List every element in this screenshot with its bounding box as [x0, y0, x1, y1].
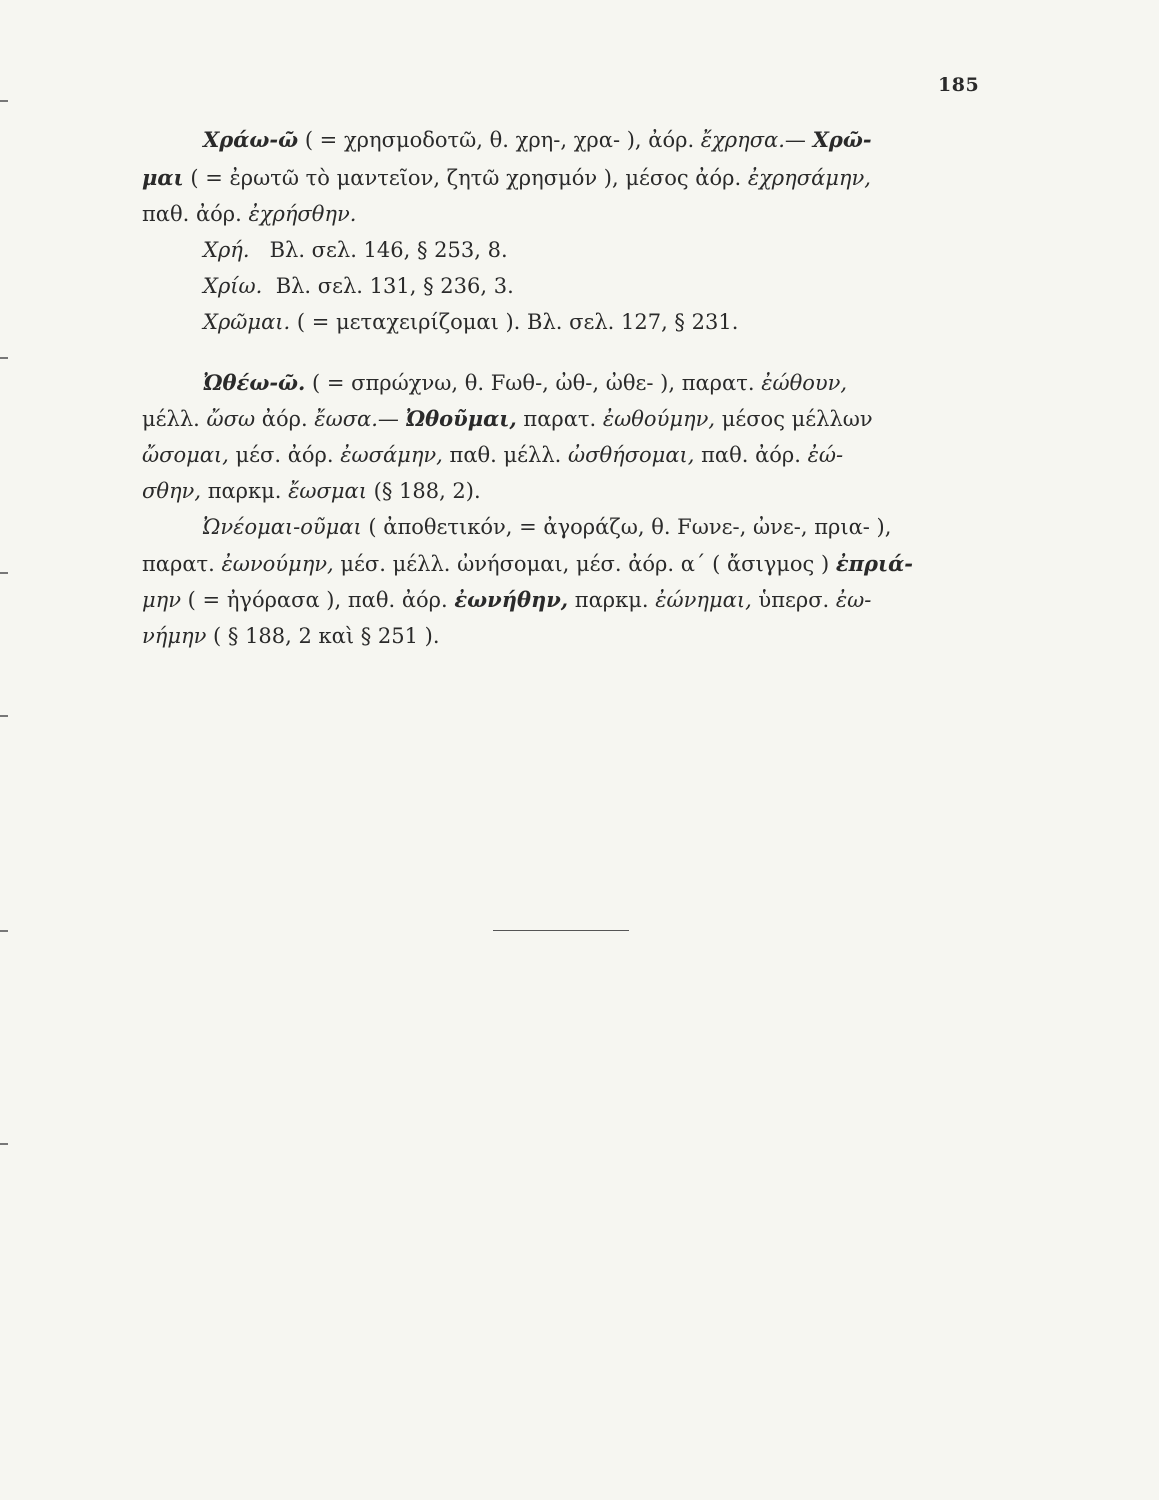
entry-text: μέλλ.: [142, 407, 207, 431]
binding-mark: [0, 930, 8, 932]
entry-text: παρκμ.: [201, 479, 289, 503]
entry-text: παρατ.: [142, 552, 222, 576]
entry-text: ( ἀποθετικόν, = ἀγοράζω, θ. Fωνε-, ὠνε-, πρια- ),: [361, 515, 892, 539]
binding-mark: [0, 357, 8, 359]
entry-text: παρατ.: [516, 407, 603, 431]
entry-text: παρκμ.: [568, 588, 656, 612]
entry-chrio: [203, 272, 514, 300]
form: ἐχρησάμην,: [747, 166, 871, 190]
entry-text: ὑπερσ.: [751, 588, 836, 612]
form: νήμην: [142, 624, 207, 648]
entry-text: Βλ. σελ. 131, § 236, 3.: [262, 274, 514, 298]
entry-otheo-line-2: [142, 405, 873, 433]
entry-oneomai-line-1: [203, 513, 891, 541]
entry-text: μέσ. μέλλ. ὠνήσομαι, μέσ. ἀόρ. α΄ ( ἄσιγμος ): [333, 552, 836, 576]
binding-mark: [0, 572, 8, 574]
entry-text: μέσος μέλλων: [715, 407, 873, 431]
entry-chrao-line-1: [203, 126, 872, 154]
entry-chromai: [203, 308, 738, 336]
entry-text: παθ. ἀόρ.: [694, 443, 808, 467]
form: σθην,: [142, 479, 202, 503]
lemma: Χράω-ῶ: [203, 127, 299, 152]
entry-oneomai-line-2: [142, 550, 913, 578]
entry-chrao-line-2: [142, 164, 871, 192]
entry-otheo-line-3: [142, 441, 843, 469]
form: ἐχρήσθην.: [248, 202, 357, 226]
entry-text: ( = ἠγόρασα ), παθ. ἀόρ.: [181, 588, 455, 612]
form: ἐωνήθην,: [454, 587, 569, 612]
entry-text: —: [377, 407, 406, 431]
form: ὤσομαι,: [142, 443, 229, 467]
binding-mark: [0, 715, 8, 717]
entry-text: ( = σπρώχνω, θ. Fωθ-, ὠθ-, ὠθε- ), παρατ.: [305, 371, 762, 395]
form: ἐω-: [835, 588, 872, 612]
lemma: Χρῶ-: [812, 127, 872, 152]
lemma: Χρή.: [203, 238, 250, 262]
form: ἔωσα.: [314, 407, 378, 431]
lemma: Ὠθέω-ῶ.: [203, 370, 306, 395]
entry-text: παθ. ἀόρ.: [142, 202, 249, 226]
entry-otheo-line-4: [142, 477, 481, 505]
entry-text: Βλ. σελ. 146, § 253, 8.: [249, 238, 508, 262]
entry-text: ( = μεταχειρίζομαι ). Βλ. σελ. 127, § 231.: [290, 310, 739, 334]
form: μην: [142, 588, 181, 612]
entry-text: —: [784, 128, 813, 152]
section-divider: [493, 930, 629, 931]
entry-chrao-line-3: [142, 200, 356, 228]
page-number: 185: [938, 74, 980, 96]
entry-text: ( = ἐρωτῶ τὸ μαντεῖον, ζητῶ χρησμόν ), μέσος ἀόρ.: [183, 166, 748, 190]
entry-oneomai-line-3: [142, 586, 871, 614]
form: ἐωνούμην,: [221, 552, 334, 576]
form: ἐπριά-: [835, 551, 913, 576]
binding-mark: [0, 100, 8, 102]
entry-text: παθ. μέλλ.: [442, 443, 569, 467]
lemma: Χρίω.: [203, 274, 263, 298]
form: ὠσθήσομαι,: [568, 443, 695, 467]
lemma: μαι: [142, 165, 184, 190]
form: ἐώ-: [807, 443, 844, 467]
form: ἔχρησα.: [700, 128, 785, 152]
form: ἐωθούμην,: [602, 407, 716, 431]
form: ὤσω: [206, 407, 256, 431]
form: ἐώθουν,: [761, 371, 848, 395]
lemma: Ὠθοῦμαι,: [405, 406, 517, 431]
entry-text: ἀόρ.: [255, 407, 315, 431]
lemma: Χρῶμαι.: [203, 310, 291, 334]
form: ἐώνημαι,: [655, 588, 752, 612]
binding-mark: [0, 1143, 8, 1145]
entry-text: (§ 188, 2).: [366, 479, 481, 503]
form: ἐωσάμην,: [340, 443, 443, 467]
lemma: Ὠνέομαι-οῦμαι: [203, 515, 362, 539]
entry-oneomai-line-4: [142, 622, 440, 650]
form: ἔωσμαι: [288, 479, 367, 503]
entry-chre: [203, 236, 508, 264]
entry-text: ( § 188, 2 καὶ § 251 ).: [206, 624, 440, 648]
entry-otheo-line-1: [203, 369, 847, 397]
entry-text: ( = χρησμοδοτῶ, θ. χρη-, χρα- ), ἀόρ.: [298, 128, 701, 152]
entry-text: μέσ. ἀόρ.: [228, 443, 341, 467]
